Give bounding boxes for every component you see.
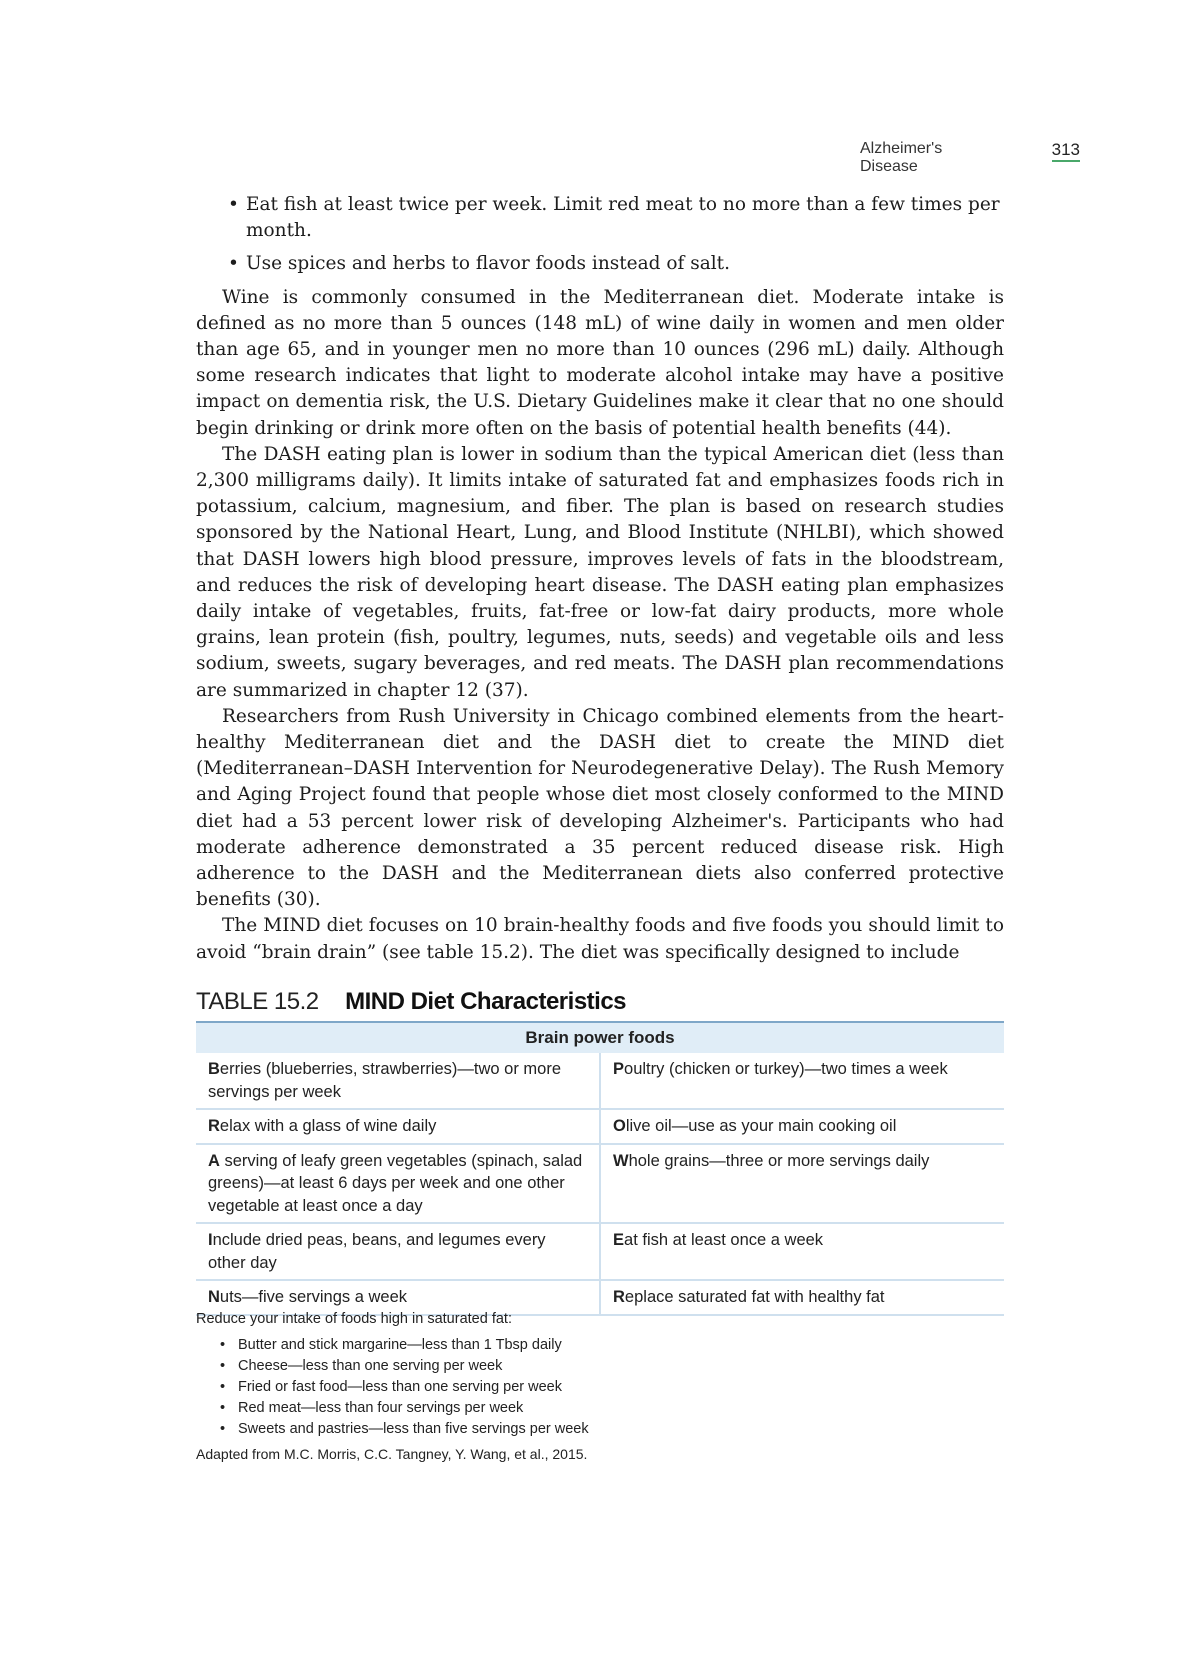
initial-letter: R — [208, 1117, 220, 1135]
footnote-list — [196, 1335, 1004, 1440]
table-cell — [196, 1053, 600, 1109]
footnote-intro: Reduce your intake of foods high in saturated fat: — [196, 1311, 512, 1327]
cell-text: hole grains—three or more servings daily — [628, 1151, 930, 1170]
list-item: • Cheese—less than one serving per week — [196, 1356, 1004, 1377]
table-caption — [196, 988, 1004, 1016]
table-row — [196, 1280, 1004, 1315]
table-cell — [600, 1109, 1004, 1144]
initial-letter: E — [613, 1231, 625, 1249]
initial-letter: I — [208, 1231, 213, 1249]
cell-text: elax with a glass of wine daily — [219, 1117, 437, 1135]
cell-text: serving of leafy green vegetables (spinach, salad greens)—at least 6 days per week and one other vegetable at least once a day — [208, 1151, 583, 1215]
mind-diet-table — [196, 1021, 1004, 1316]
paragraph: Wine is commonly consumed in the Mediterranean diet. Moderate intake is defined as no more than 5 ounces (148 mL) of wine daily in women and men older than age 65, and in younger men no more than 10 ounces (296 mL) daily. Although some research indicates that light to moderate alcohol intake may have a positive impact on dementia risk, the U.S. Dietary Guidelines make it clear that no one should begin drinking or drink more often on the basis of potential health benefits (44). — [196, 286, 1004, 439]
initial-letter: N — [208, 1288, 220, 1306]
cell-text: erries (blueberries, strawberries)—two or more servings per week — [208, 1060, 562, 1101]
table-row — [196, 1223, 1004, 1280]
table-cell — [600, 1144, 1004, 1224]
cell-text: nclude dried peas, beans, and legumes every other day — [208, 1231, 546, 1272]
list-item: • Sweets and pastries—less than five servings per week — [196, 1419, 1004, 1440]
list-item: • Red meat—less than four servings per week — [196, 1398, 1004, 1419]
initial-letter: P — [613, 1060, 625, 1078]
list-item: • Eat fish at least twice per week. Limit red meat to no more than a few times per month. — [196, 192, 1004, 244]
cell-text: at fish at least once a week — [624, 1231, 824, 1249]
running-head: Alzheimer's Disease — [860, 140, 943, 175]
table-header-row — [196, 1022, 1004, 1053]
table-cell — [196, 1144, 600, 1224]
list-item: • Butter and stick margarine—less than 1 Tbsp daily — [196, 1335, 1004, 1356]
table-row — [196, 1109, 1004, 1144]
table-cell — [196, 1223, 600, 1280]
page-header — [860, 140, 1080, 175]
table-row — [196, 1144, 1004, 1224]
table-cell — [196, 1280, 600, 1315]
initial-letter: O — [613, 1117, 626, 1135]
body-text — [196, 192, 1004, 966]
paragraph: The MIND diet focuses on 10 brain-healthy foods and five foods you should limit to avoid “brain drain” (see table 15.2). The diet was specifically designed to include — [196, 915, 1004, 963]
list-item: • Fried or fast food—less than one serving per week — [196, 1377, 1004, 1398]
bullet-list — [196, 192, 1004, 278]
list-item: • Use spices and herbs to flavor foods instead of salt. — [196, 251, 1004, 277]
table-title: MIND Diet Characteristics — [345, 988, 627, 1015]
initial-letter: B — [208, 1060, 220, 1078]
page-number: 313 — [1052, 140, 1080, 162]
table-cell — [600, 1053, 1004, 1109]
cell-text: oultry (chicken or turkey)—two times a week — [624, 1060, 948, 1078]
paragraph: The DASH eating plan is lower in sodium than the typical American diet (less than 2,300 milligrams daily). It limits intake of saturated fat and emphasizes foods rich in potassium, calcium, magnesium, and fiber. The plan is based on research studies sponsored by the National Heart, Lung, and Blood Institute (NHLBI), which showed that DASH lowers high blood pressure, improves levels of fats in the bloodstream, and reduces the risk of developing heart disease. The DASH eating plan emphasizes daily intake of vegetables, fruits, fat-free or low-fat dairy products, more whole grains, lean protein (fish, poultry, legumes, nuts, seeds) and vegetable oils and less sodium, sweets, sugary beverages, and red meats. The DASH plan recommendations are summarized in chapter 12 (37). — [196, 443, 1004, 701]
paragraph: Researchers from Rush University in Chicago combined elements from the heart-healthy Mediterranean diet and the DASH diet to create the MIND diet (Mediterranean–DASH Intervention for Neurodegenerative Delay). The Rush Memory and Aging Project found that people whose diet most closely conformed to the MIND diet had a 53 percent lower risk of developing Alzheimer's. Participants who had moderate adherence demonstrated a 35 percent reduced disease risk. High adherence to the DASH and the Mediterranean diets also conferred protective benefits (30). — [196, 705, 1004, 911]
table-header: Brain power foods — [196, 1022, 1004, 1053]
initial-letter: W — [613, 1151, 629, 1170]
table-label: TABLE 15.2 — [196, 988, 319, 1015]
initial-letter: A — [208, 1151, 220, 1170]
cell-text: uts—five servings a week — [219, 1288, 407, 1306]
table-cell — [600, 1280, 1004, 1315]
table-footnote — [196, 1311, 1004, 1462]
table-cell — [196, 1109, 600, 1144]
table-source: Adapted from M.C. Morris, C.C. Tangney, Y. Wang, et al., 2015. — [196, 1446, 588, 1462]
cell-text: live oil—use as your main cooking oil — [625, 1117, 897, 1135]
cell-text: eplace saturated fat with healthy fat — [624, 1288, 885, 1306]
table-row — [196, 1053, 1004, 1109]
initial-letter: R — [613, 1288, 625, 1306]
table-cell — [600, 1223, 1004, 1280]
